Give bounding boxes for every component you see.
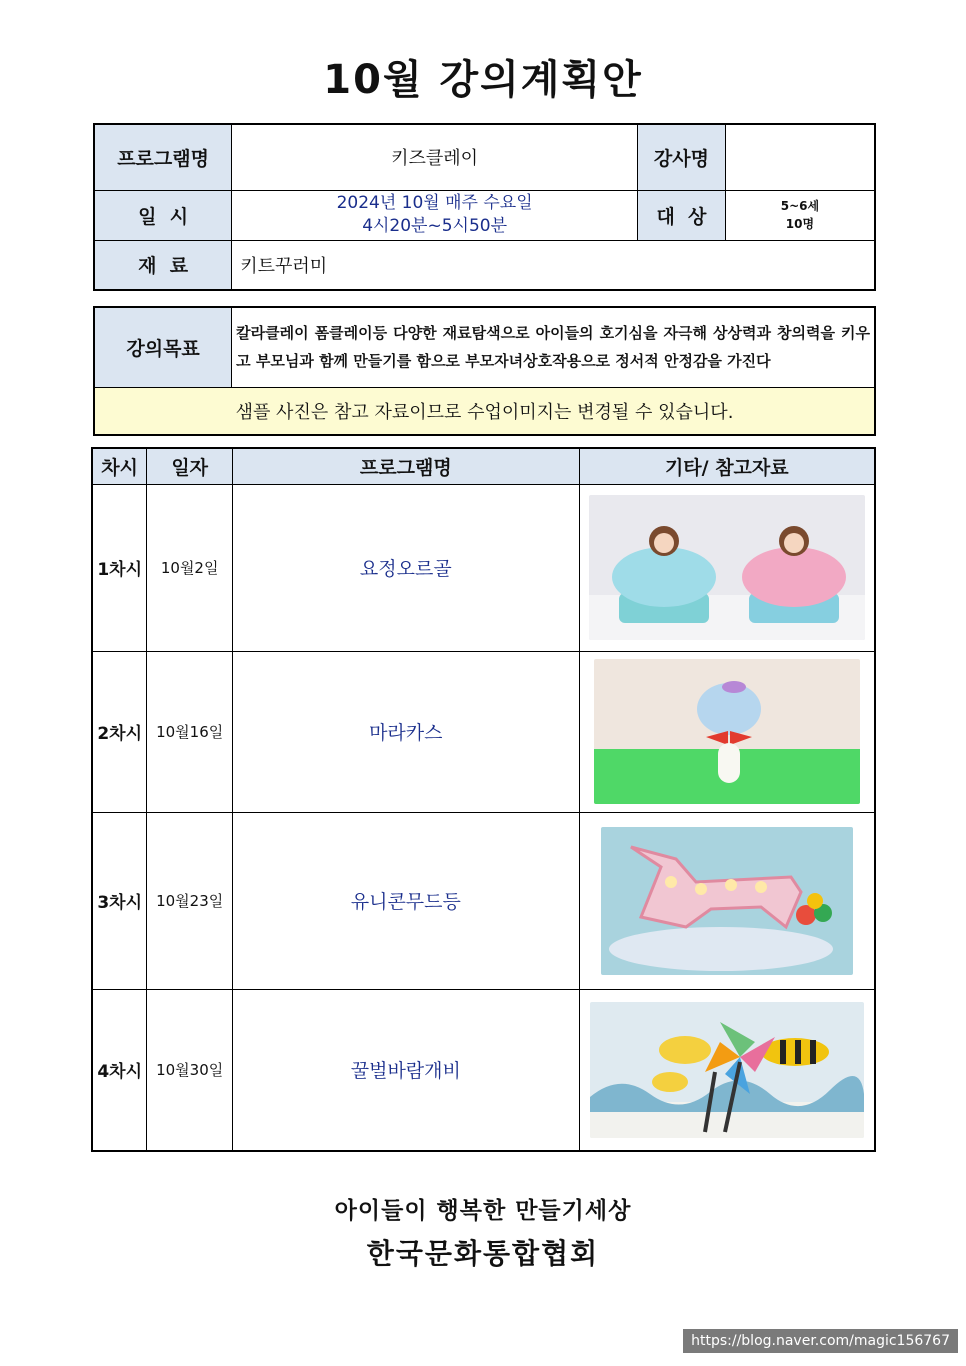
material-value: 키트꾸러미: [232, 240, 875, 290]
goal-label: 강의목표: [94, 307, 232, 387]
schedule-table: [91, 447, 876, 1152]
fairy-music-box-photo: [589, 495, 865, 640]
table-row: [92, 989, 875, 1151]
session-cell: 1차시: [92, 484, 147, 651]
material-label: 재 료: [94, 240, 232, 290]
reference-cell: [579, 989, 875, 1151]
bee-pinwheel-photo: [590, 1002, 864, 1138]
date-cell: 10월30일: [147, 989, 233, 1151]
date-cell: 10월16일: [147, 651, 233, 812]
blog-url-watermark: https://blog.naver.com/magic156767: [683, 1329, 958, 1353]
goal-text: 칼라클레이 폼클레이등 다양한 재료탐색으로 아이들의 호기심을 자극해 상상력과 창의력을 키우고 부모님과 함께 만들기를 함으로 부모자녀상호작용으로 정서적 안정감을 가진다: [232, 307, 875, 387]
instructor-value: [725, 124, 875, 190]
program-label: 프로그램명: [94, 124, 232, 190]
target-value: [725, 190, 875, 240]
col-header-reference: 기타/ 참고자료: [579, 448, 875, 484]
table-row: [92, 484, 875, 651]
col-header-date: 일자: [147, 448, 233, 484]
program-cell: 꿀벌바람개비: [233, 989, 580, 1151]
table-row: [92, 651, 875, 812]
date-cell: 10월2일: [147, 484, 233, 651]
unicorn-mood-lamp-photo: [601, 827, 853, 975]
session-cell: 2차시: [92, 651, 147, 812]
info-table: [93, 123, 876, 291]
session-cell: 3차시: [92, 812, 147, 989]
date-cell: 10월23일: [147, 812, 233, 989]
date-label: 일 시: [94, 190, 232, 240]
col-header-session: 차시: [92, 448, 147, 484]
footer-slogan: 아이들이 행복한 만들기세상: [334, 1198, 632, 1224]
program-cell: 마라카스: [233, 651, 580, 812]
goal-table: [93, 306, 876, 436]
program-cell: 유니콘무드등: [233, 812, 580, 989]
reference-cell: [579, 651, 875, 812]
col-header-program: 프로그램명: [233, 448, 580, 484]
maracas-photo: [594, 659, 860, 804]
target-line-2: 10명: [785, 217, 815, 231]
footer-organization: 한국문화통합협회: [366, 1237, 600, 1270]
reference-cell: [579, 484, 875, 651]
program-value: 키즈클레이: [232, 124, 638, 190]
session-cell: 4차시: [92, 989, 147, 1151]
target-line-1: 5~6세: [780, 199, 820, 213]
date-value: [232, 190, 638, 240]
reference-cell: [579, 812, 875, 989]
notice-text: 샘플 사진은 참고 자료이므로 수업이미지는 변경될 수 있습니다.: [94, 387, 875, 435]
date-line-2: 4시20분~5시50분: [362, 216, 508, 236]
table-row: [92, 812, 875, 989]
program-cell: 요정오르골: [233, 484, 580, 651]
instructor-label: 강사명: [638, 124, 726, 190]
page-title: 10월 강의계획안: [323, 57, 643, 103]
target-label: 대 상: [638, 190, 726, 240]
date-line-1: 2024년 10월 매주 수요일: [336, 193, 533, 213]
